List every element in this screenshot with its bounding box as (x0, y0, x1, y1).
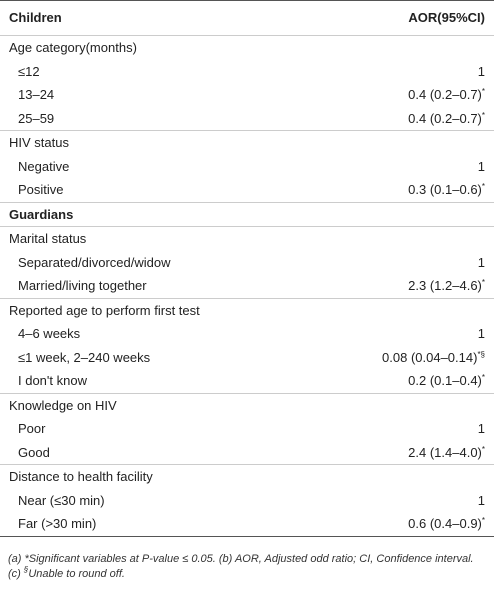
table-header-row (0, 1, 494, 36)
row-value (330, 36, 494, 60)
row-label: Distance to health facility (0, 465, 330, 489)
category-row-age (0, 36, 494, 60)
section-row-guardians (0, 202, 494, 227)
row-value (330, 227, 494, 251)
section-label: Guardians (0, 202, 330, 227)
row-label: 4–6 weeks (18, 326, 81, 341)
table-row (0, 155, 494, 179)
category-row-knowledge (0, 393, 494, 417)
row-label: Reported age to perform first test (0, 298, 330, 322)
category-row-marital-status (0, 227, 494, 251)
row-value: 2.4 (1.4–4.0) (408, 444, 482, 460)
row-value: 1 (477, 158, 485, 174)
significance-marker: * (481, 516, 485, 525)
table-row (0, 274, 494, 298)
significance-marker: * (481, 87, 485, 96)
row-label: Poor (18, 421, 46, 436)
table-row (0, 441, 494, 465)
row-label: Positive (18, 182, 64, 197)
row-label: I don't know (18, 373, 87, 388)
footnote-text-end: Unable to round off. (28, 568, 125, 580)
row-value-cell (330, 346, 494, 370)
row-value (330, 202, 494, 227)
row-value: 0.4 (0.2–0.7) (408, 87, 482, 102)
row-label: Negative (18, 158, 70, 174)
row-value: 0.2 (0.1–0.4) (408, 373, 482, 388)
row-label: Age category(months) (0, 36, 330, 60)
row-value: 1 (477, 63, 485, 79)
row-label: 25–59 (18, 110, 55, 126)
row-value (330, 131, 494, 155)
row-value-cell (330, 107, 494, 131)
row-value: 0.4 (0.2–0.7) (408, 110, 482, 126)
row-label: Marital status (0, 227, 330, 251)
row-value-cell (330, 441, 494, 465)
significance-marker: * (481, 110, 485, 120)
row-value-cell (330, 274, 494, 298)
row-label: HIV status (0, 131, 330, 155)
table-row (0, 512, 494, 536)
row-value: 1 (477, 326, 485, 341)
significance-marker: * (481, 444, 485, 454)
footnote-text: (a) *Significant variables at P-value ≤ 0.05. (b) AOR, Adjusted odd ratio; CI, Confidence interval. (c) (8, 553, 474, 580)
row-value: 0.08 (0.04–0.14) (382, 349, 478, 365)
category-row-distance (0, 465, 494, 489)
header-aor: AOR(95%CI) (408, 10, 485, 25)
table-row (0, 417, 494, 441)
row-label: Knowledge on HIV (0, 393, 330, 417)
table-row (0, 322, 494, 346)
row-value: 2.3 (1.2–4.6) (408, 278, 482, 293)
footnote-section-marker: § (23, 565, 29, 574)
row-value: 1 (477, 254, 485, 270)
table-footnote (8, 552, 488, 582)
row-label: Near (≤30 min) (18, 492, 105, 508)
table-row (0, 83, 494, 107)
table-row (0, 60, 494, 84)
row-value (330, 393, 494, 417)
table-row (0, 107, 494, 131)
row-label: Good (18, 444, 50, 460)
significance-marker: * (481, 278, 485, 287)
row-label: ≤1 week, 2–240 weeks (18, 349, 151, 365)
row-value-cell (330, 178, 494, 202)
significance-marker: * (481, 373, 485, 382)
table-row (0, 251, 494, 275)
row-label: Married/living together (18, 278, 147, 293)
row-value-cell (330, 83, 494, 107)
row-value: 0.3 (0.1–0.6) (408, 182, 482, 197)
significance-marker: * (481, 182, 485, 191)
row-value: 0.6 (0.4–0.9) (408, 516, 482, 531)
row-label: Separated/divorced/widow (18, 254, 171, 270)
row-label: Far (>30 min) (0, 512, 330, 536)
row-value (330, 465, 494, 489)
table-row (0, 346, 494, 370)
table-row (0, 369, 494, 393)
row-value: 1 (477, 421, 485, 436)
row-value-cell (330, 512, 494, 536)
table-row (0, 178, 494, 202)
row-label: 13–24 (18, 87, 55, 102)
row-value (330, 298, 494, 322)
table-row (0, 489, 494, 513)
header-children: Children (9, 10, 62, 25)
row-value: 1 (477, 492, 485, 508)
category-row-first-test-age (0, 298, 494, 322)
row-label: ≤12 (18, 63, 40, 79)
category-row-hiv-status (0, 131, 494, 155)
row-value-cell (330, 369, 494, 393)
significance-marker: *§ (477, 349, 485, 359)
